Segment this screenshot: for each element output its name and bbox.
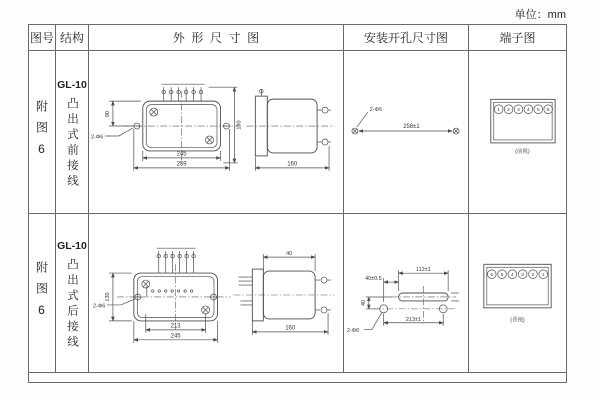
svg-text:40: 40 (286, 250, 293, 257)
row1-terminal-cell (469, 51, 567, 214)
rear-studs (238, 277, 252, 305)
svg-text:2-Φ6: 2-Φ6 (92, 302, 106, 309)
dim-213 (384, 313, 444, 325)
row1-side-view (246, 89, 334, 171)
dim-190 (209, 87, 243, 163)
row1-terminal-caption: (前视) (515, 148, 530, 155)
svg-text:2: 2 (531, 272, 535, 278)
svg-text:6: 6 (490, 272, 494, 278)
unit-label: 单位：mm (514, 9, 566, 21)
svg-text:160: 160 (285, 324, 296, 331)
row2-fig-no: 附图6 (34, 260, 49, 326)
header-terminal-diagram: 端子图 (469, 25, 567, 51)
dim-40-offset (365, 276, 398, 302)
svg-text:4: 4 (511, 272, 514, 278)
row2-outline-drawing (89, 214, 343, 373)
row1-outline-cell (89, 51, 344, 214)
svg-text:3: 3 (521, 272, 524, 278)
terminal-studs (162, 84, 205, 101)
row1-front-view (91, 84, 242, 171)
svg-text:245: 245 (176, 150, 187, 157)
svg-text:1: 1 (541, 272, 545, 278)
hole-leader (347, 312, 382, 333)
dim-90 (105, 101, 141, 126)
svg-text:258±1: 258±1 (403, 123, 420, 130)
row2-structure-cell (56, 214, 89, 373)
row2-install-cell (344, 214, 469, 373)
svg-text:259: 259 (176, 160, 187, 167)
terminal-circles (487, 269, 547, 278)
svg-text:2-Φ6: 2-Φ6 (90, 133, 104, 140)
header-structure: 结构 (56, 25, 89, 51)
dim-258 (359, 124, 452, 131)
hole-leader (357, 107, 382, 127)
rear-terminal-dots (147, 286, 193, 296)
row2-side-view (233, 251, 334, 335)
row2-terminal-cell (469, 214, 567, 373)
header-fig-no: 图号 (29, 25, 56, 51)
svg-text:40±0.5: 40±0.5 (365, 275, 382, 282)
dim-160 (255, 145, 329, 170)
screw-leader (91, 128, 133, 140)
row2-install-drawing (344, 214, 468, 373)
row2-front-view (93, 248, 230, 343)
row1-outline-drawing (89, 51, 343, 214)
svg-text:130: 130 (104, 291, 111, 302)
row1-structure-cell (56, 51, 89, 214)
terminal-studs (157, 248, 196, 273)
screw-leader (93, 298, 135, 308)
svg-text:6: 6 (546, 107, 550, 113)
svg-text:2: 2 (507, 107, 510, 113)
row1-terminal-drawing (469, 51, 566, 214)
terminal-circles (494, 104, 552, 113)
svg-text:190: 190 (236, 119, 243, 130)
row2-terminal-caption: (背视) (510, 317, 525, 324)
row2-outline-cell (89, 214, 344, 373)
svg-text:2-Φ6: 2-Φ6 (346, 327, 360, 334)
svg-text:112±1: 112±1 (416, 266, 431, 273)
svg-text:5: 5 (500, 272, 504, 278)
table-footer-row (29, 373, 567, 383)
header-outline-dims: 外形尺寸图 (89, 25, 344, 51)
svg-text:5: 5 (536, 107, 540, 113)
svg-text:213: 213 (170, 322, 181, 329)
row2-structure: 凸出式后接线 (66, 257, 78, 351)
svg-text:213±1: 213±1 (405, 316, 421, 323)
row1-fig-no: 附图6 (34, 99, 49, 165)
header-install-dims: 安装开孔尺寸图 (344, 25, 469, 51)
svg-text:2-Φ6: 2-Φ6 (369, 106, 382, 113)
dim-40 (263, 251, 315, 271)
row1-structure: 凸出式前接线 (66, 96, 78, 190)
row1-fig-no-cell (29, 51, 56, 214)
row2-terminal-drawing (469, 214, 566, 373)
row2-fig-no-cell (29, 214, 56, 373)
svg-text:90: 90 (104, 110, 111, 117)
row1-install-cell (344, 51, 469, 214)
svg-text:40: 40 (360, 299, 367, 306)
svg-text:3: 3 (517, 107, 520, 113)
svg-text:245: 245 (170, 332, 181, 339)
svg-text:4: 4 (527, 107, 530, 113)
row1-model: GL-10 (57, 78, 87, 91)
row2-model: GL-10 (57, 239, 87, 252)
drawing-table (28, 24, 567, 383)
svg-text:160: 160 (287, 160, 298, 167)
svg-text:1: 1 (497, 107, 501, 113)
row1-install-drawing (344, 51, 468, 214)
